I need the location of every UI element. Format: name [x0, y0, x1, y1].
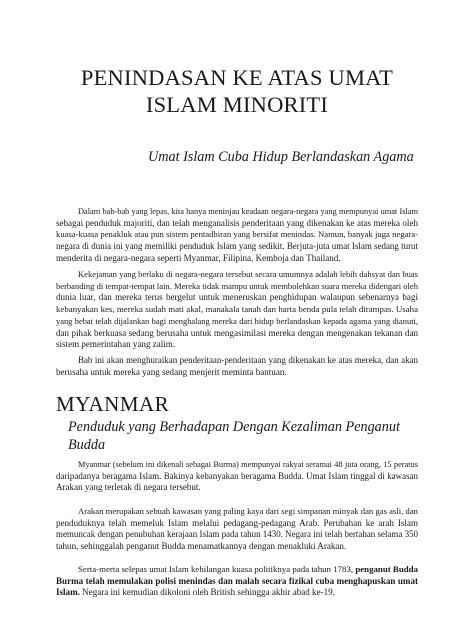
text-line: tahun, sehinggalah penganut Budda menamatkannya dengan menakluki Arakan.: [56, 541, 347, 552]
page-title: [40, 64, 434, 118]
text-line: dan pihak berkuasa sedang berusaha untuk mengasimilasi mereka dengan mengenakan tekanan dan: [56, 327, 418, 338]
section-subheading-line-2: Budda: [68, 436, 106, 453]
text-line: Myanmar (sebelum ini dikenali sebagai Burma) mempunyai rakyat seramai 48 juta orang, 15 peratus: [78, 460, 418, 469]
chapter-subtitle: Umat Islam Cuba Hidup Berlandaskan Agama: [148, 149, 414, 165]
text-line: Kekejaman yang berlaku di negara-negara tersebut secara umumnya adalah lebih dahsyat dan buas: [78, 269, 418, 279]
text-line: Bab ini akan menghuraikan penderitaan-penderitaan yang dikenakan ke atas mereka, dan akan: [78, 355, 418, 365]
text-run: Serta-merta selepas umat Islam kehilangan kuasa politiknya pada tahun 1783,: [78, 564, 356, 574]
text-line: [56, 587, 418, 599]
intro-paragraph-1: [56, 206, 418, 265]
text-line: dunia luar, dan mereka terus bergelut untuk meneruskan penghidupan walaupun sebenarnya bagi: [56, 292, 418, 303]
text-line: Arakan yang terletak di negara tersebut.: [56, 482, 201, 493]
text-line: memuncak dengan penubuhan kerajaan Islam pada tahun 1430. Negara ini telah bertahan selama 350: [56, 529, 418, 540]
bold-text-run: Islam.: [56, 587, 80, 598]
text-line: Dalam bab-bab yang lepas, kita hanya meninjau keadaan negara-negara yang mempunyai umat Islam: [78, 207, 418, 216]
bold-text-run: Burma telah memulakan polisi menindas dan malah secara fizikal cuba menghapuskan umat: [56, 575, 418, 586]
section-paragraph-2: [56, 506, 418, 553]
section-paragraph-3: [56, 564, 418, 599]
text-line: yang hebat telah dijalankan bagi menghalang mereka dari hidup berlandaskan kepada agama yang dianuti,: [56, 315, 418, 326]
text-line: daripadanya beragama Islam. Bakinya kebanyakan beragama Budda. Umat Islam tinggal di kawasan: [56, 470, 418, 481]
text-run: Negara ini kemudian dikoloni oleh British sehingga akhir abad ke-19.: [79, 587, 335, 598]
text-line: kuasa-kuasa penakluk atau pun sistem pentadbiran yang bersifat menindas. Namun, banyak juga negara-: [56, 229, 418, 240]
text-line: kebanyakan kes, mereka sudah mati akal, manakala tanah dan harta benda pula telah dirampas. Usaha: [56, 304, 418, 315]
text-line: sebagai penduduk majoriti, dan telah menganalisis penderitaan yang dikenakan ke atas mereka oleh: [56, 217, 418, 228]
intro-paragraph-2: [56, 269, 418, 351]
bold-text-run: penganut Budda: [355, 564, 418, 574]
text-line: [56, 564, 418, 576]
text-line: penduduknya telah memeluk Islam melalui pedagang-pedagang Arab. Perubahan ke arah Islam: [56, 517, 418, 528]
text-line: [56, 576, 418, 588]
page-title-line-2: ISLAM MINORITI: [145, 92, 329, 117]
text-line: menderita di negara-negara seperti Myanmar, Filipina, Kemboja dan Thailand.: [56, 252, 341, 263]
text-line: negara di dunia ini yang memiliki penduduk Islam yang sedikit. Berjuta-juta umat Islam sedang turut: [56, 241, 418, 252]
text-line: Arakan merupakan sebuah kawasan yang paling kaya dari segi simpanan minyak dan gas asli, dan: [78, 506, 418, 516]
section-paragraph-1: [56, 459, 418, 494]
text-line: berbanding di tempat-tempat lain. Mereka tidak mampu untuk membolehkan suara mereka didengari oleh: [56, 280, 418, 291]
text-line: berusaha untuk mereka yang sedang menjerit meminta bantuan.: [56, 366, 287, 377]
page-title-line-1: PENINDASAN KE ATAS UMAT: [80, 65, 394, 90]
section-heading: MYANMAR: [56, 392, 170, 416]
section-subheading-line-1: Penduduk yang Berhadapan Dengan Kezaliman Penganut: [68, 419, 400, 435]
intro-paragraph-3: [56, 355, 418, 378]
text-line: sistem pemerintahan yang zalim.: [56, 339, 176, 350]
section-subheading: [68, 419, 418, 454]
